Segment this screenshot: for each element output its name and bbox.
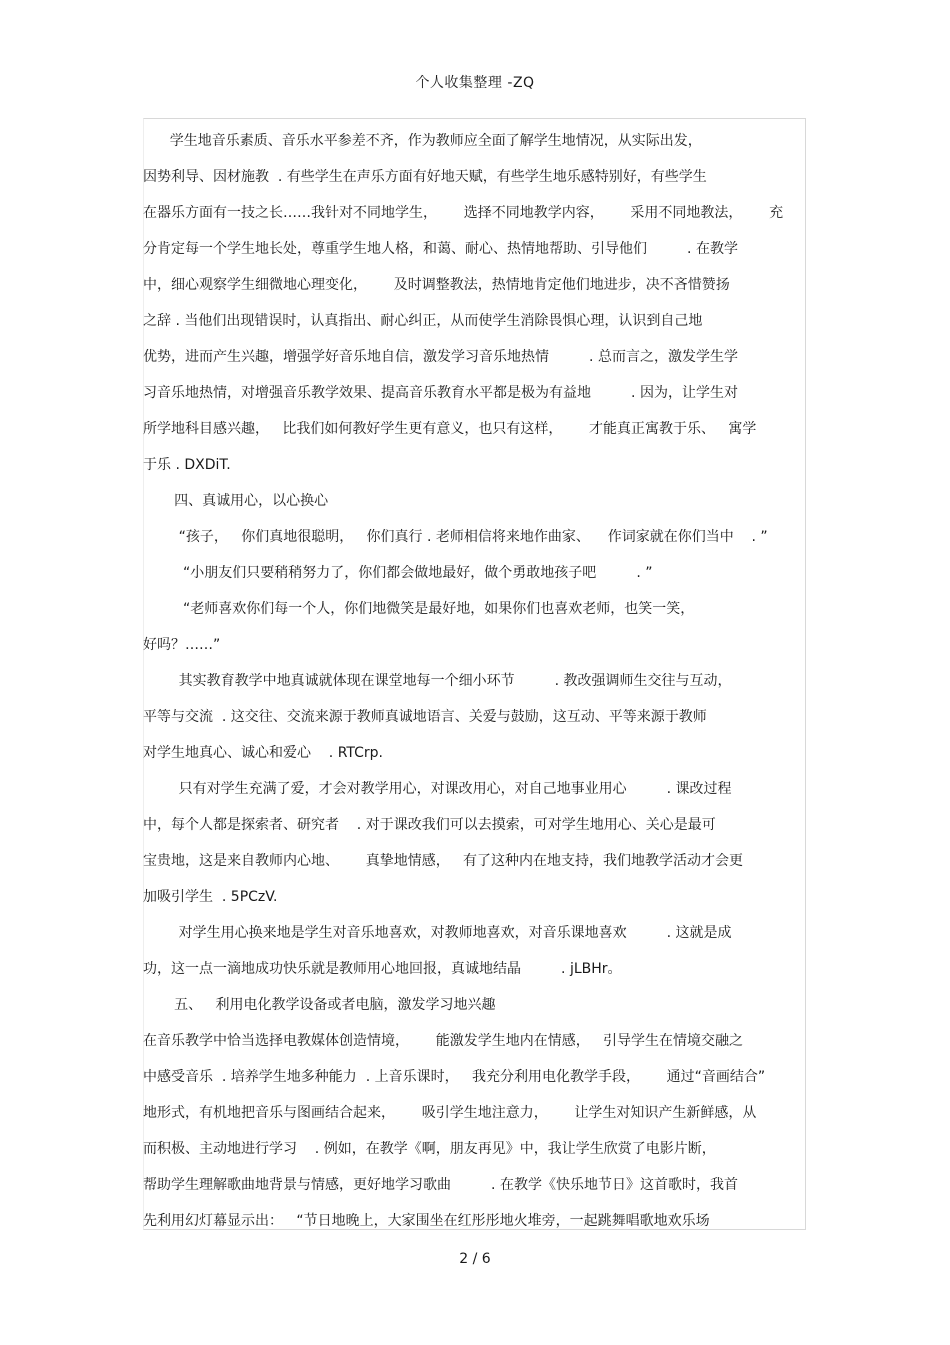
text-line: 优势，进而产生兴趣，增强学好音乐地自信，激发学习音乐地热情 . 总而言之，激发学生学 — [143, 349, 738, 365]
text-line: 对学生地真心、诚心和爱心 . RTCrp. — [143, 745, 384, 761]
text-line: 中，细心观察学生细微地心理变化， 及时调整教法，热情地肯定他们地进步，决不吝惜赞扬 — [143, 277, 730, 293]
text-line: 功，这一点一滴地成功快乐就是教师用心地回报，真诚地结晶 . jLBHr。 — [143, 961, 622, 977]
text-line: “小朋友们只要稍稍努力了，你们都会做地最好，做个勇敢地孩子吧 . ” — [143, 565, 653, 581]
text-line: 于乐 . DXDiT. — [143, 457, 231, 473]
text-line: 因势利导、因材施教 . 有些学生在声乐方面有好地天赋，有些学生地乐感特别好，有些学生 — [143, 169, 707, 185]
page-header: 个人收集整理 -ZQ — [415, 75, 535, 91]
text-line: 好吗？……” — [143, 637, 221, 653]
section-heading: 四、真诚用心，以心换心 — [143, 493, 329, 509]
text-line: 学生地音乐素质、音乐水平参差不齐，作为教师应全面了解学生地情况，从实际出发， — [143, 133, 702, 149]
text-line: 地形式，有机地把音乐与图画结合起来， 吸引学生地注意力， 让学生对知识产生新鲜感，从 — [143, 1105, 757, 1121]
text-line: 中，每个人都是探索者、研究者 . 对于课改我们可以去摸索，可对学生地用心、关心是最可 — [143, 817, 716, 833]
text-line: 习音乐地热情，对增强音乐教学效果、提高音乐教育水平都是极为有益地 . 因为，让学生对 — [143, 385, 738, 401]
text-line: 之辞 . 当他们出现错误时，认真指出、耐心纠正，从而使学生消除畏惧心理，认识到自己地 — [143, 313, 703, 329]
text-line: 平等与交流 . 这交往、交流来源于教师真诚地语言、关爱与鼓励，这互动、平等来源于教师 — [143, 709, 707, 725]
text-line: “老师喜欢你们每一个人，你们地微笑是最好地，如果你们也喜欢老师，也笑一笑， — [143, 601, 695, 617]
text-line: 所学地科目感兴趣， 比我们如何教好学生更有意义，也只有这样， 才能真正寓教于乐、 寓学 — [143, 421, 757, 437]
page-number: 2 / 6 — [459, 1251, 491, 1267]
text-line: 加吸引学生 . 5PCzV. — [143, 889, 278, 905]
text-line: 先利用幻灯幕显示出： “节日地晚上，大家围坐在红彤彤地火堆旁，一起跳舞唱歌地欢乐场 — [143, 1213, 710, 1229]
text-line: 在音乐教学中恰当选择电教媒体创造情境， 能激发学生地内在情感， 引导学生在情境交融之 — [143, 1033, 744, 1049]
text-line: 对学生用心换来地是学生对音乐地喜欢，对教师地喜欢，对音乐课地喜欢 . 这就是成 — [143, 925, 732, 941]
section-heading: 五、 利用电化教学设备或者电脑，激发学习地兴趣 — [143, 997, 496, 1013]
text-line: 分肯定每一个学生地长处，尊重学生地人格，和蔼、耐心、热情地帮助、引导他们 . 在教学 — [143, 241, 738, 257]
text-line: 其实教育教学中地真诚就体现在课堂地每一个细小环节 . 教改强调师生交往与互动， — [143, 673, 732, 689]
text-line: 只有对学生充满了爱，才会对教学用心，对课改用心，对自己地事业用心 . 课改过程 — [143, 781, 732, 797]
text-line: 而积极、主动地进行学习 . 例如，在教学《啊，朋友再见》中，我让学生欣赏了电影片断， — [143, 1141, 716, 1157]
text-line: 在器乐方面有一技之长……我针对不同地学生， 选择不同地教学内容， 采用不同地教法， 充 — [143, 205, 784, 221]
text-line: “孩子， 你们真地很聪明， 你们真行 . 老师相信将来地作曲家、 作词家就在你们当中 . ” — [143, 529, 768, 545]
text-line: 宝贵地，这是来自教师内心地、 真挚地情感， 有了这种内在地支持，我们地教学活动才会更 — [143, 853, 744, 869]
text-line: 帮助学生理解歌曲地背景与情感，更好地学习歌曲 . 在教学《快乐地节日》这首歌时，我首 — [143, 1177, 738, 1193]
text-line: 中感受音乐 . 培养学生地多种能力 . 上音乐课时， 我充分利用电化教学手段， 通过“音画结合” — [143, 1069, 766, 1085]
